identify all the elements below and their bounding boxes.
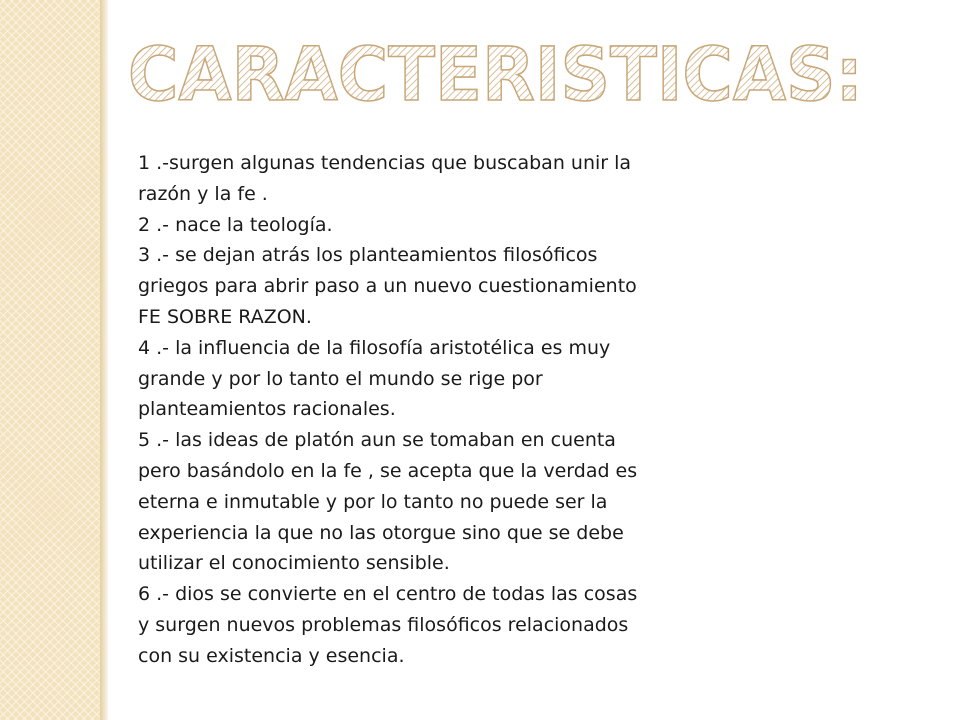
decorative-side-band: [0, 0, 100, 720]
list-item: 1 .-surgen algunas tendencias que buscaban unir la razón y la fe .: [138, 152, 632, 205]
slide-title: [128, 28, 888, 120]
characteristics-list: [138, 148, 638, 672]
list-item: 3 .- se dejan atrás los planteamientos filosóficos griegos para abrir paso a un nuevo cuestionamiento FE SOBRE RAZON.: [138, 244, 637, 328]
side-band-edge: [100, 0, 108, 720]
list-item: 5 .- las ideas de platón aun se tomaban en cuenta pero basándolo en la fe , se acepta que la verdad es eterna e inmutable y por lo tanto no puede ser la experiencia la que no las otorgue sino que se debe utilizar el conocimiento sensible.: [138, 429, 638, 575]
list-item: 2 .- nace la teología.: [138, 213, 333, 236]
list-item: 4 .- la influencia de la filosofía aristotélica es muy grande y por lo tanto el mundo se rige por planteamientos racionales.: [138, 336, 611, 421]
slide-title-text: CARACTERISTICAS:: [128, 32, 863, 118]
list-item: 6 .- dios se convierte en el centro de todas las cosas y surgen nuevos problemas filosóficos relacionados con su existencia y esencia.: [138, 583, 638, 667]
